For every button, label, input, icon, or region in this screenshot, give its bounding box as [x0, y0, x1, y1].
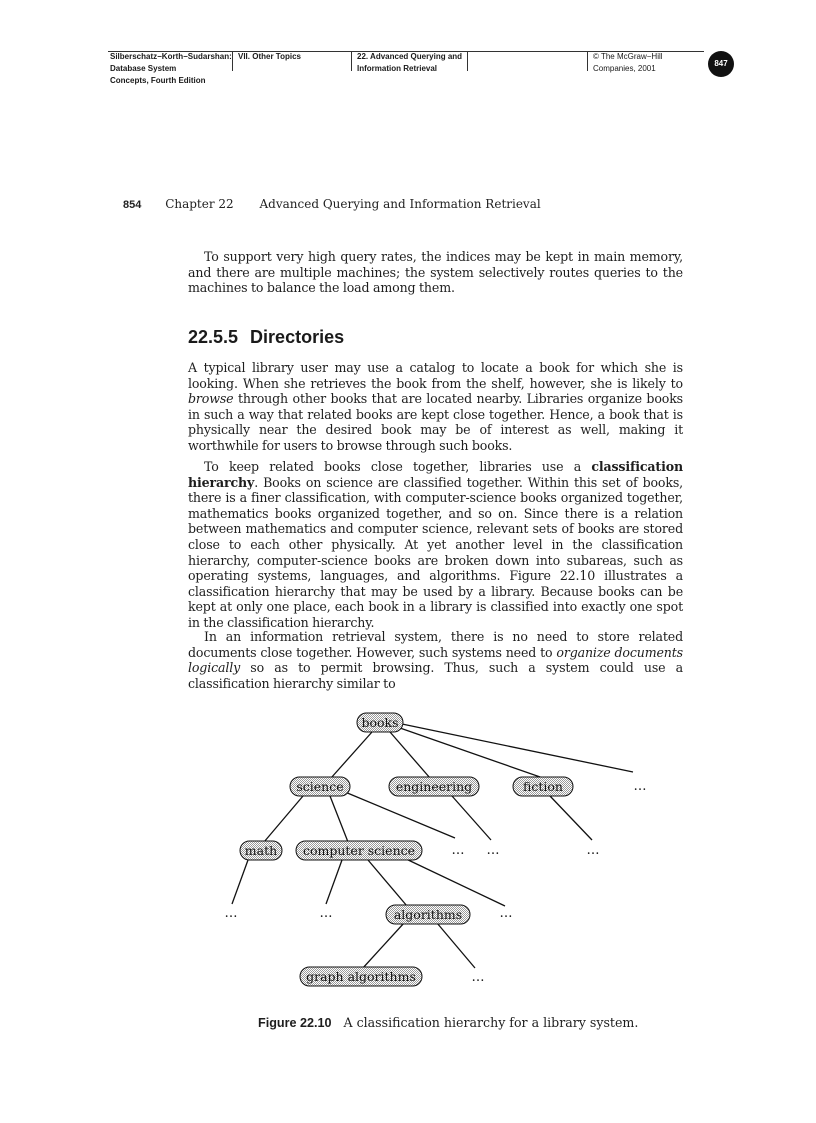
- bold-term: classification hierarchy: [188, 459, 683, 490]
- edge-computer-science-more-left: [326, 860, 342, 904]
- paragraph-text: To support very high query rates, the indices may be kept in main memory, and there are multiple machines; the system selectively routes queries to the machines to balance the load among them.: [188, 249, 683, 296]
- node-label: algorithms: [393, 907, 463, 922]
- chapter-title: Advanced Querying and Information Retrieval: [259, 197, 541, 211]
- ellipsis-books-more: …: [633, 779, 647, 794]
- header-book-title-line1: Database System: [110, 64, 177, 73]
- figure-caption: [258, 1015, 638, 1030]
- page-number: 854: [123, 199, 142, 211]
- tree-edges: [232, 724, 633, 969]
- edge-math-more: [232, 860, 248, 904]
- node-label: graph algorithms: [306, 969, 416, 984]
- node-label: fiction: [523, 779, 563, 794]
- edge-algorithms-more: [437, 923, 475, 968]
- node-label: books: [361, 715, 399, 730]
- section-title: Directories: [250, 327, 345, 347]
- tree-node-computer-science: [296, 841, 422, 860]
- header-book-title-line2: Concepts, Fourth Edition: [110, 76, 206, 85]
- header-copyright-line2: Companies, 2001: [593, 64, 656, 73]
- emphasis-text: organize documents logically: [188, 644, 683, 676]
- node-label: science: [296, 779, 344, 794]
- header-chapter-line1: 22. Advanced Querying and: [357, 52, 463, 61]
- node-label: math: [244, 843, 278, 858]
- edge-books-more: [402, 724, 633, 772]
- tree-node-science: [290, 777, 350, 796]
- node-label: computer science: [302, 843, 416, 858]
- edge-books-engineering: [390, 732, 430, 778]
- paragraph-text: through other books that are located nearby. Libraries organize books in such a way that related books are kept close together. Hence, a book that is physically near the desired book may be of interest as well, making it worthwhile for users to browse through such books.: [188, 391, 683, 453]
- edge-computer-science-algorithms: [368, 860, 407, 906]
- emphasis-text: browse: [188, 391, 234, 407]
- ellipsis-computer-science-more: …: [319, 906, 333, 921]
- figure-caption-text: A classification hierarchy for a library system.: [343, 1015, 639, 1030]
- ellipsis-engineering-more: …: [486, 843, 500, 858]
- header-part-title: VII. Other Topics: [238, 52, 301, 61]
- tree-node-engineering: [389, 777, 479, 796]
- edge-science-more: [345, 792, 455, 838]
- edge-algorithms-graph-algorithms: [362, 923, 404, 969]
- paragraph-text: A typical library user may use a catalog to locate a book for which she is looking. When she retrieves the book from the shelf, however, she is likely to: [188, 360, 683, 391]
- paragraph-text: so as to permit browsing. Thus, such a system could use a classification hierarchy similar to: [188, 660, 683, 691]
- ellipsis-fiction-more: …: [586, 843, 600, 858]
- ellipsis-algorithms-more: …: [471, 970, 485, 985]
- figure-label: Figure 22.10: [258, 1016, 332, 1030]
- ellipsis-math-more: …: [224, 906, 238, 921]
- header-authors: Silberschatz−Korth−Sudarshan:: [110, 52, 232, 61]
- paragraph-text: In an information retrieval system, there is no need to store related documents close together. However, such systems need to: [188, 629, 683, 660]
- edge-science-computer-science: [330, 796, 348, 842]
- tree-node-math: [240, 841, 282, 860]
- tree-ellipses: [225, 779, 647, 985]
- chapter-label: Chapter 22: [165, 197, 234, 211]
- edge-books-fiction: [400, 728, 543, 778]
- header-chapter-line2: Information Retrieval: [357, 64, 438, 73]
- tree-node-books: [357, 713, 403, 732]
- tree-node-graph-algorithms: [300, 967, 422, 986]
- paragraph-text: To keep related books close together, libraries use a: [204, 459, 592, 474]
- edge-books-science: [331, 732, 372, 778]
- edge-science-math: [264, 796, 303, 842]
- header-copyright-line1: © The McGraw−Hill: [593, 52, 663, 61]
- edge-fiction-more: [550, 796, 592, 840]
- ellipsis-science-more: …: [451, 843, 465, 858]
- ellipsis-algorithms-sibling-more: …: [499, 906, 513, 921]
- edge-computer-science-more-right: [404, 858, 505, 906]
- node-label: engineering: [395, 779, 473, 794]
- edge-engineering-more: [452, 796, 491, 840]
- tree-node-algorithms: [386, 905, 470, 924]
- page-number-badge: 847: [708, 51, 734, 77]
- paragraph-text: . Books on science are classified together. Within this set of books, there is a finer classification, with computer-science books organized together, mathematics books organized together, and so on. Since there is a relation between mathematics and computer science, relevant sets of books are stored close to each other physically. At yet another level in the classification hierarchy, computer-science books are broken down into subareas, such as operating systems, languages, and algorithms. Figure 22.10 illustrates a classification hierarchy that may be used by a library. Because books can be kept at only one place, each book in a library is classified into exactly one spot in the classification hierarchy.: [188, 474, 683, 630]
- section-number: 22.5.5: [188, 327, 239, 347]
- tree-node-fiction: [513, 777, 573, 796]
